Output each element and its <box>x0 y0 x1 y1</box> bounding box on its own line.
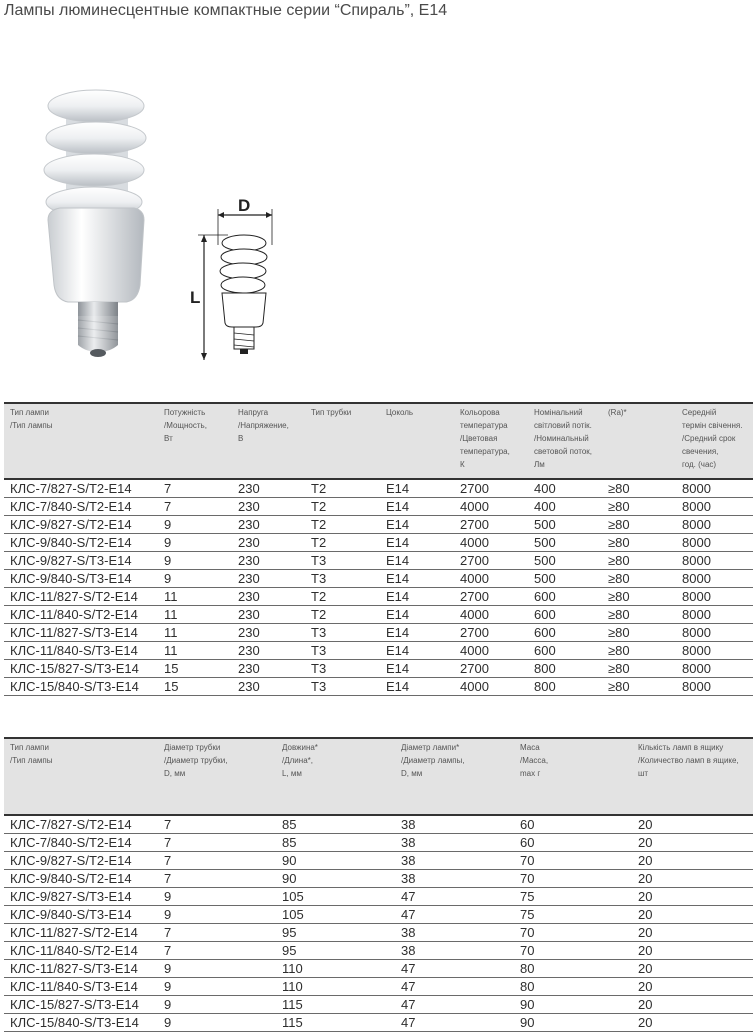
table-cell: 85 <box>280 815 399 834</box>
table-cell: 7 <box>162 942 280 960</box>
column-header: Цоколь <box>384 403 458 479</box>
column-header: Напруга /Напряжение, В <box>236 403 309 479</box>
table-cell: 38 <box>399 815 518 834</box>
table-cell: 500 <box>532 552 606 570</box>
table-cell: E14 <box>384 516 458 534</box>
table-cell: T2 <box>309 606 384 624</box>
table-row <box>4 834 753 852</box>
table-cell: 11 <box>162 606 236 624</box>
table-cell: 47 <box>399 888 518 906</box>
table-cell: E14 <box>384 498 458 516</box>
table-row <box>4 606 753 624</box>
table-cell: 20 <box>636 978 753 996</box>
table-cell: 15 <box>162 660 236 678</box>
table-cell: 4000 <box>458 534 532 552</box>
lamp-type-cell: КЛС-9/827-S/T3-E14 <box>4 552 162 570</box>
table-cell: 11 <box>162 642 236 660</box>
table-cell: T3 <box>309 660 384 678</box>
table-cell: 105 <box>280 888 399 906</box>
header-row <box>4 403 753 479</box>
lamp-type-cell: КЛС-7/840-S/T2-E14 <box>4 498 162 516</box>
length-label: L <box>190 288 201 307</box>
table-cell: ≥80 <box>606 624 680 642</box>
table-cell: 38 <box>399 870 518 888</box>
lamp-type-cell: КЛС-9/827-S/T2-E14 <box>4 516 162 534</box>
table-cell: 2700 <box>458 516 532 534</box>
column-header: Тип трубки <box>309 403 384 479</box>
table-cell: 230 <box>236 479 309 498</box>
lamp-type-cell: КЛС-11/827-S/T3-E14 <box>4 960 162 978</box>
table-row <box>4 516 753 534</box>
column-header: Номінальний світловий потік. /Номинальный световой поток, Лм <box>532 403 606 479</box>
specs-table <box>4 402 753 696</box>
table-cell: 8000 <box>680 642 753 660</box>
table-cell: 9 <box>162 978 280 996</box>
table-cell: 4000 <box>458 642 532 660</box>
table-cell: 75 <box>518 888 636 906</box>
diameter-label: D <box>238 196 251 215</box>
table-cell: 4000 <box>458 678 532 696</box>
lamp-type-cell: КЛС-15/840-S/T3-E14 <box>4 1014 162 1032</box>
table-cell: 8000 <box>680 570 753 588</box>
table-cell: ≥80 <box>606 642 680 660</box>
table-cell: 20 <box>636 924 753 942</box>
table-cell: ≥80 <box>606 552 680 570</box>
table-cell: E14 <box>384 552 458 570</box>
table-cell: 230 <box>236 678 309 696</box>
table-cell: 9 <box>162 906 280 924</box>
table-cell: 20 <box>636 960 753 978</box>
table-cell: 60 <box>518 815 636 834</box>
table-cell: 90 <box>518 996 636 1014</box>
table-cell: 20 <box>636 834 753 852</box>
table-cell: 4000 <box>458 606 532 624</box>
table-cell: 7 <box>162 815 280 834</box>
lamp-type-cell: КЛС-11/827-S/T2-E14 <box>4 924 162 942</box>
table-cell: 90 <box>280 870 399 888</box>
table-row <box>4 534 753 552</box>
table-cell: E14 <box>384 660 458 678</box>
lamp-type-cell: КЛС-15/827-S/T3-E14 <box>4 660 162 678</box>
table-cell: 2700 <box>458 624 532 642</box>
spiral-lamp-image <box>30 70 160 360</box>
table-cell: E14 <box>384 642 458 660</box>
table-cell: 11 <box>162 624 236 642</box>
table-cell: ≥80 <box>606 479 680 498</box>
table-cell: 75 <box>518 906 636 924</box>
table-cell: 20 <box>636 942 753 960</box>
table-row <box>4 906 753 924</box>
table-cell: 8000 <box>680 479 753 498</box>
table-cell: 20 <box>636 870 753 888</box>
table-row <box>4 1014 753 1032</box>
table-cell: 9 <box>162 1014 280 1032</box>
table-cell: 80 <box>518 978 636 996</box>
table-cell: E14 <box>384 534 458 552</box>
column-header: Середній термін свічення. /Средний срок свечения, год. (час) <box>680 403 753 479</box>
table-cell: E14 <box>384 570 458 588</box>
lamp-type-cell: КЛС-9/840-S/T2-E14 <box>4 534 162 552</box>
table-cell: 115 <box>280 996 399 1014</box>
table-row <box>4 888 753 906</box>
table-cell: 8000 <box>680 588 753 606</box>
column-header: Маса /Масса, max г <box>518 738 636 815</box>
table-cell: T2 <box>309 516 384 534</box>
lamp-type-cell: КЛС-11/840-S/T3-E14 <box>4 642 162 660</box>
table-cell: 600 <box>532 606 606 624</box>
table-cell: T3 <box>309 552 384 570</box>
column-header: Діаметр лампи* /Диаметр лампы, D, мм <box>399 738 518 815</box>
table-cell: 400 <box>532 479 606 498</box>
table-cell: 7 <box>162 924 280 942</box>
table-cell: ≥80 <box>606 534 680 552</box>
table-cell: 90 <box>280 852 399 870</box>
table-cell: 400 <box>532 498 606 516</box>
table-cell: 38 <box>399 924 518 942</box>
table-row <box>4 642 753 660</box>
table-cell: 80 <box>518 960 636 978</box>
table-cell: 230 <box>236 552 309 570</box>
table-cell: 70 <box>518 924 636 942</box>
table-cell: T3 <box>309 570 384 588</box>
table-row <box>4 570 753 588</box>
dimensions-table <box>4 737 753 1032</box>
table-cell: 47 <box>399 1014 518 1032</box>
lamp-type-cell: КЛС-11/840-S/T2-E14 <box>4 606 162 624</box>
table-cell: 60 <box>518 834 636 852</box>
table-cell: 230 <box>236 606 309 624</box>
table-cell: 230 <box>236 588 309 606</box>
table-row <box>4 870 753 888</box>
table-cell: 800 <box>532 678 606 696</box>
table-cell: 2700 <box>458 588 532 606</box>
table-cell: 20 <box>636 906 753 924</box>
table-cell: 230 <box>236 534 309 552</box>
table-cell: 600 <box>532 588 606 606</box>
table-cell: 8000 <box>680 498 753 516</box>
table-cell: ≥80 <box>606 498 680 516</box>
table-cell: 20 <box>636 815 753 834</box>
table-cell: 4000 <box>458 570 532 588</box>
table-cell: 38 <box>399 834 518 852</box>
table-cell: 230 <box>236 642 309 660</box>
table-cell: 70 <box>518 942 636 960</box>
table-cell: 600 <box>532 642 606 660</box>
table-cell: 8000 <box>680 678 753 696</box>
table-cell: ≥80 <box>606 570 680 588</box>
lamp-type-cell: КЛС-7/827-S/T2-E14 <box>4 815 162 834</box>
lamp-type-cell: КЛС-11/840-S/T2-E14 <box>4 942 162 960</box>
table-cell: 115 <box>280 1014 399 1032</box>
table-row <box>4 479 753 498</box>
table-row <box>4 660 753 678</box>
column-header: Потужність /Мощность, Вт <box>162 403 236 479</box>
lamp-type-cell: КЛС-7/827-S/T2-E14 <box>4 479 162 498</box>
lamp-type-cell: КЛС-9/840-S/T3-E14 <box>4 570 162 588</box>
table-cell: 8000 <box>680 660 753 678</box>
lamp-type-cell: КЛС-9/827-S/T2-E14 <box>4 852 162 870</box>
lamp-type-cell: КЛС-11/840-S/T3-E14 <box>4 978 162 996</box>
column-header: Тип лампи /Тип лампы <box>4 738 162 815</box>
table-cell: E14 <box>384 606 458 624</box>
table-cell: T2 <box>309 534 384 552</box>
lamp-type-cell: КЛС-11/827-S/T2-E14 <box>4 588 162 606</box>
table-cell: 230 <box>236 624 309 642</box>
table-cell: 38 <box>399 942 518 960</box>
lamp-type-cell: КЛС-9/827-S/T3-E14 <box>4 888 162 906</box>
table-cell: 2700 <box>458 479 532 498</box>
table-cell: 8000 <box>680 534 753 552</box>
table-cell: 600 <box>532 624 606 642</box>
table-cell: E14 <box>384 678 458 696</box>
table-cell: 800 <box>532 660 606 678</box>
table-cell: 20 <box>636 1014 753 1032</box>
table-cell: 8000 <box>680 552 753 570</box>
table-row <box>4 978 753 996</box>
table-cell: 47 <box>399 906 518 924</box>
table-cell: 70 <box>518 852 636 870</box>
table-row <box>4 588 753 606</box>
header-row <box>4 738 753 815</box>
table-cell: 9 <box>162 534 236 552</box>
table-cell: 230 <box>236 570 309 588</box>
table-cell: E14 <box>384 588 458 606</box>
column-header: Кольорова температура /Цветовая температура, К <box>458 403 532 479</box>
lamp-type-cell: КЛС-9/840-S/T2-E14 <box>4 870 162 888</box>
table-cell: 4000 <box>458 498 532 516</box>
table-cell: ≥80 <box>606 516 680 534</box>
table-cell: 8000 <box>680 624 753 642</box>
table-cell: 230 <box>236 660 309 678</box>
table-cell: 9 <box>162 960 280 978</box>
table-cell: 47 <box>399 978 518 996</box>
table-cell: 7 <box>162 870 280 888</box>
table-cell: 9 <box>162 996 280 1014</box>
lamp-type-cell: КЛС-11/827-S/T3-E14 <box>4 624 162 642</box>
lamp-type-cell: КЛС-15/827-S/T3-E14 <box>4 996 162 1014</box>
table-row <box>4 678 753 696</box>
table-cell: 47 <box>399 996 518 1014</box>
table-cell: 500 <box>532 534 606 552</box>
table-row <box>4 498 753 516</box>
table-cell: T2 <box>309 498 384 516</box>
column-header: Довжина* /Длина*, L, мм <box>280 738 399 815</box>
table-cell: 9 <box>162 552 236 570</box>
table-cell: T3 <box>309 642 384 660</box>
table-row <box>4 996 753 1014</box>
table-cell: 2700 <box>458 660 532 678</box>
table-cell: 15 <box>162 678 236 696</box>
table-cell: 20 <box>636 888 753 906</box>
table-row <box>4 924 753 942</box>
table-cell: ≥80 <box>606 678 680 696</box>
table-cell: 85 <box>280 834 399 852</box>
table-cell: ≥80 <box>606 606 680 624</box>
table-row <box>4 552 753 570</box>
column-header: Тип лампи /Тип лампы <box>4 403 162 479</box>
table-cell: 8000 <box>680 516 753 534</box>
column-header: Кількість ламп в ящику /Количество ламп в ящике, шт <box>636 738 753 815</box>
table-cell: T3 <box>309 678 384 696</box>
table-cell: 110 <box>280 960 399 978</box>
table-cell: T2 <box>309 588 384 606</box>
table-cell: T2 <box>309 479 384 498</box>
table-cell: 95 <box>280 924 399 942</box>
table-cell: 90 <box>518 1014 636 1032</box>
table-cell: 230 <box>236 516 309 534</box>
table-cell: 7 <box>162 498 236 516</box>
table-cell: 70 <box>518 870 636 888</box>
table-cell: 9 <box>162 888 280 906</box>
table-cell: E14 <box>384 624 458 642</box>
table-cell: 95 <box>280 942 399 960</box>
table-cell: 105 <box>280 906 399 924</box>
table-cell: 8000 <box>680 606 753 624</box>
lamp-type-cell: КЛС-9/840-S/T3-E14 <box>4 906 162 924</box>
lamp-dimensions-diagram <box>188 195 278 365</box>
table-cell: 20 <box>636 996 753 1014</box>
table-cell: 7 <box>162 479 236 498</box>
page-title: Лампы люминесцентные компактные серии “Спираль”, E14 <box>4 2 448 19</box>
table-row <box>4 960 753 978</box>
lamp-type-cell: КЛС-7/840-S/T2-E14 <box>4 834 162 852</box>
table-cell: 11 <box>162 588 236 606</box>
column-header: (Ra)* <box>606 403 680 479</box>
table-row <box>4 852 753 870</box>
table-cell: 2700 <box>458 552 532 570</box>
table-row <box>4 942 753 960</box>
table-cell: 110 <box>280 978 399 996</box>
table-cell: 38 <box>399 852 518 870</box>
table-cell: 47 <box>399 960 518 978</box>
table-cell: 7 <box>162 834 280 852</box>
table-cell: 230 <box>236 498 309 516</box>
table-row <box>4 815 753 834</box>
table-row <box>4 624 753 642</box>
table-cell: 9 <box>162 516 236 534</box>
table-cell: ≥80 <box>606 588 680 606</box>
table-cell: 500 <box>532 516 606 534</box>
table-cell: T3 <box>309 624 384 642</box>
table-cell: 500 <box>532 570 606 588</box>
column-header: Діаметр трубки /Диаметр трубки, D, мм <box>162 738 280 815</box>
table-cell: ≥80 <box>606 660 680 678</box>
table-cell: E14 <box>384 479 458 498</box>
table-cell: 9 <box>162 570 236 588</box>
table-cell: 7 <box>162 852 280 870</box>
table-cell: 20 <box>636 852 753 870</box>
lamp-type-cell: КЛС-15/840-S/T3-E14 <box>4 678 162 696</box>
